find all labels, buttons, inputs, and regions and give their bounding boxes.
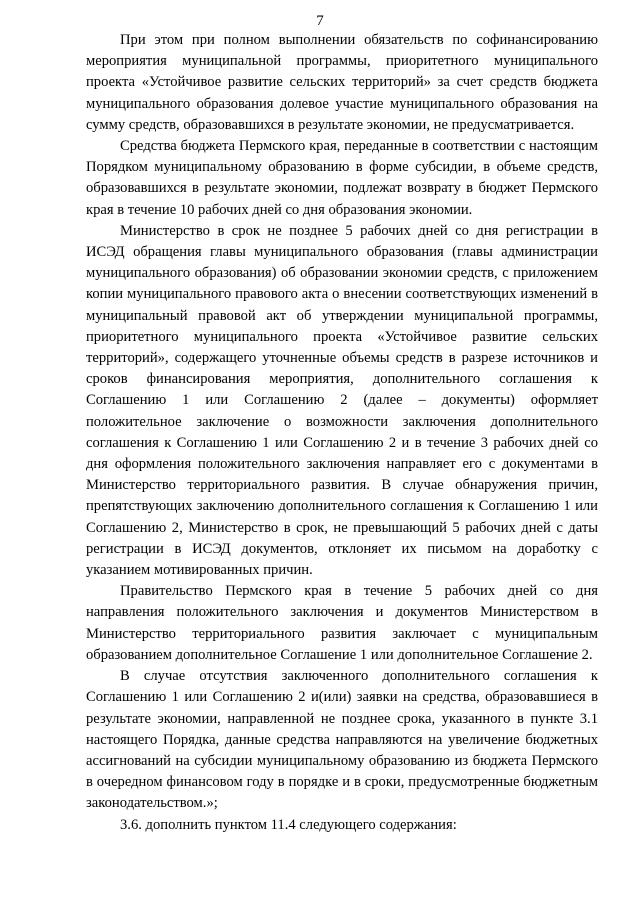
paragraph-ministry-review: Министерство в срок не позднее 5 рабочих дней со дня регистрации в ИСЭД обращения главы муниципального образования (главы администрации муниципального образования) об образовании экономии средств, с приложением копии муниципального правового акта о внесении соответствующих изменений в муниципальный правовой акт об утверждении муниципальной программы, приоритетного муниципального проекта «Устойчивое развитие сельских территорий», содержащего уточненные объемы средств в разрезе источников и сроков финансирования мероприятия, дополнительного соглашения к Соглашению 1 или Соглашению 2 (далее – документы) оформляет положительное заключение о возможности заключения дополнительного соглашения к Соглашению 1 или Соглашению 2 и в течение 3 рабочих дней со дня оформления положительного заключения направляет его с документами в Министерство территориального развития. В случае обнаружения причин, препятствующих заключению дополнительного соглашения к Соглашению 1 или Соглашению 2, Министерство в срок, не превышающий 5 рабочих дней с даты регистрации в ИСЭД документов, отклоняет их письмом на доработку с указанием мотивированных причин. [86, 222, 598, 579]
paragraph-cofinancing: При этом при полном выполнении обязательств по софинансированию мероприятия муниципальной программы, приоритетного муниципального проекта «Устойчивое развитие сельских территорий» за счет средств бюджета муниципального образования долевое участие муниципального образования на сумму средств, образовавшихся в результате экономии, не предусматривается. [86, 32, 598, 133]
paragraph-amendment-11-4: 3.6. дополнить пунктом 11.4 следующего содержания: [120, 816, 457, 833]
page-number: 7 [316, 13, 324, 29]
paragraph-funds-return: Средства бюджета Пермского края, переданные в соответствии с настоящим Порядком муниципальному образованию в форме субсидии, в объеме средств, образовавшихся в результате экономии, подлежат возврату в бюджет Пермского края в течение 10 рабочих дней со дня образования экономии. [86, 138, 598, 218]
paragraph-no-agreement: В случае отсутствия заключенного дополнительного соглашения к Соглашению 1 или Соглашению 2 и(или) заявки на средства, образовавшиеся в результате экономии, направленной не позднее срока, указанного в пункте 3.1 настоящего Порядка, данные средства направляются на увеличение бюджетных ассигнований на субсидии муниципальному образованию из бюджета Пермского в очередном финансовом году в порядке и в сроки, предусмотренные бюджетным законодательством.»; [86, 668, 598, 812]
document-body [86, 30, 598, 836]
paragraph-government-agreement: Правительство Пермского края в течение 5 рабочих дней со дня направления положительного заключения и документов Министерством в Министерство территориального развития заключает с муниципальным образованием дополнительное Соглашение 1 или дополнительное Соглашение 2. [86, 583, 598, 663]
